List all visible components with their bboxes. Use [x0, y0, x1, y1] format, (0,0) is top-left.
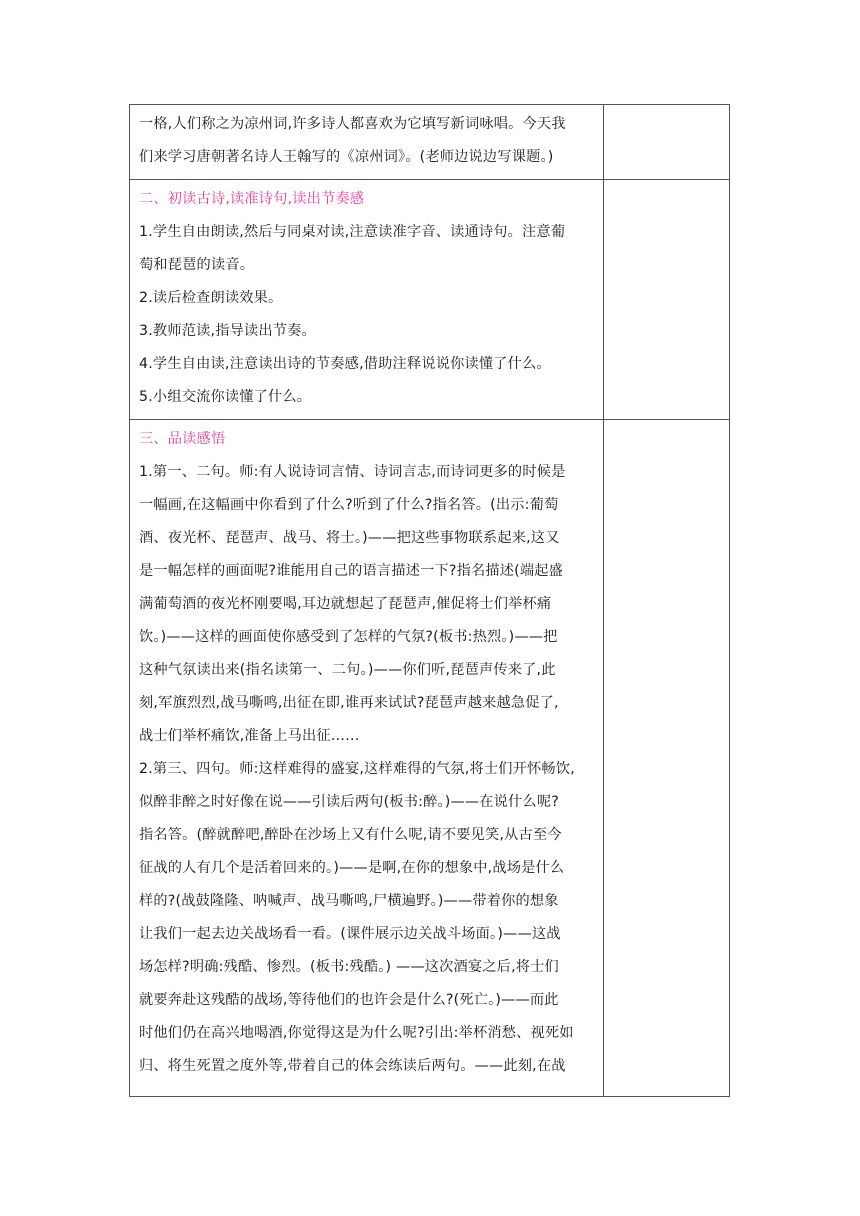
body-line: 2.第三、四句。师:这样难得的盛宴,这样难得的气氛,将士们开怀畅饮, [139, 761, 575, 777]
body-line: 样的?(战鼓隆隆、呐喊声、战马嘶鸣,尸横遍野。)——带着你的想象 [139, 893, 559, 909]
body-line: 是一幅怎样的画面呢?谁能用自己的语言描述一下?指名描述(端起盛 [139, 563, 564, 579]
body-line: 酒、夜光杯、琵琶声、战马、将士。)——把这些事物联系起来,这又 [139, 530, 560, 546]
body-line: 刻,军旗烈烈,战马嘶鸣,出征在即,谁再来试试?琵琶声越来越急促了, [139, 695, 559, 711]
section-heading: 三、品读感悟 [139, 431, 226, 447]
body-line: 一幅画,在这幅画中你看到了什么?听到了什么?指名答。(出示:葡萄 [139, 497, 559, 513]
body-line: 1.学生自由朗读,然后与同桌对读,注意读准字音、读通诗句。注意葡 [139, 224, 566, 240]
body-line: 战士们举杯痛饮,准备上马出征…… [139, 728, 360, 744]
lesson-plan-table [129, 104, 730, 1097]
section-heading: 二、初读古诗,读准诗句,读出节奏感 [139, 191, 365, 207]
body-line: 似醉非醉之时好像在说——引读后两句(板书:醉。)——在说什么呢? [139, 794, 559, 810]
intro-line: 一格,人们称之为凉州词,许多诗人都喜欢为它填写新词咏唱。今天我 [139, 116, 566, 132]
main-cell [130, 420, 604, 1097]
body-line: 征战的人有几个是活着回来的。)——是啊,在你的想象中,战场是什么 [139, 860, 565, 876]
body-line: 萄和琵琶的读音。 [139, 257, 255, 273]
intro-line: 们来学习唐朝著名诗人王翰写的《凉州词》。(老师边说边写课题。) [139, 149, 554, 165]
body-line: 5.小组交流你读懂了什么。 [139, 389, 312, 405]
body-line: 时他们仍在高兴地喝酒,你觉得这是为什么呢?引出:举杯消愁、视死如 [139, 1025, 574, 1041]
body-line: 4.学生自由读,注意读出诗的节奏感,借助注释说说你读懂了什么。 [139, 356, 551, 372]
body-line: 指名答。(醉就醉吧,醉卧在沙场上又有什么呢,请不要见笑,从古至今 [139, 827, 562, 843]
body-line: 让我们一起去边关战场看一看。(课件展示边关战斗场面。)——这战 [139, 926, 561, 942]
body-line: 就要奔赴这残酷的战场,等待他们的也许会是什么?(死亡。)——而此 [139, 992, 559, 1008]
notes-cell [603, 105, 729, 180]
body-line: 3.教师范读,指导读出节奏。 [139, 323, 316, 339]
body-line: 1.第一、二句。师:有人说诗词言情、诗词言志,而诗词更多的时候是 [139, 464, 566, 480]
body-line: 这种气氛读出来(指名读第一、二句。)——你们听,琵琶声传来了,此 [139, 662, 556, 678]
main-cell [130, 180, 604, 420]
notes-cell [603, 180, 729, 420]
body-line: 饮。)——这样的画面使你感受到了怎样的气氛?(板书:热烈。)——把 [139, 629, 558, 645]
body-line: 归、将生死置之度外等,带着自己的体会练读后两句。——此刻,在战 [139, 1058, 566, 1074]
body-line: 2.读后检查朗读效果。 [139, 290, 283, 306]
notes-cell [603, 420, 729, 1097]
table-row [130, 180, 730, 420]
body-line: 满葡萄酒的夜光杯刚要喝,耳边就想起了琵琶声,催促将士们举杯痛 [139, 596, 552, 612]
body-line: 场怎样?明确:残酷、惨烈。(板书:残酷。) ——这次酒宴之后,将士们 [139, 959, 559, 975]
table-row [130, 105, 730, 180]
main-cell [130, 105, 604, 180]
table-row [130, 420, 730, 1097]
